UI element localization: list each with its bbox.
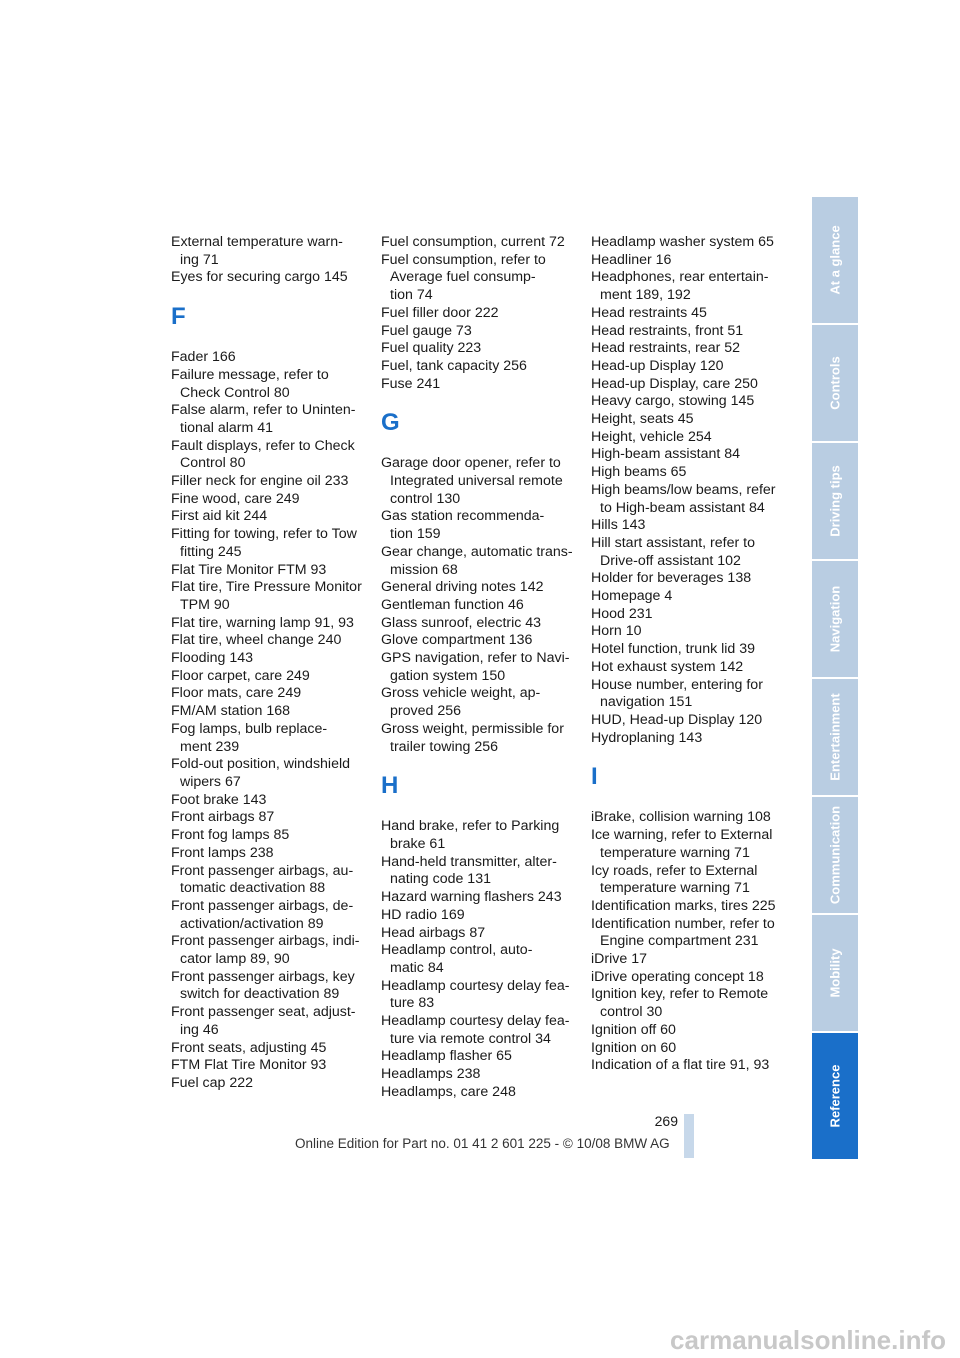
index-entry: Homepage 4 xyxy=(591,588,673,605)
index-entry: Indication of a flat tire 91, 93 xyxy=(591,1057,770,1074)
index-entry: Gas station recommenda- tion 159 xyxy=(381,508,545,543)
index-entry: iBrake, collision warning 108 xyxy=(591,809,771,826)
index-entry: Ice warning, refer to External temperature warning 71 xyxy=(591,827,773,861)
index-entry: Icy roads, refer to External temperature warning 71 xyxy=(591,862,758,897)
section-letter-f: F xyxy=(171,303,186,331)
tab-controls[interactable] xyxy=(812,325,858,441)
index-entry: Gentleman function 46 xyxy=(381,596,524,613)
tab-mobility[interactable] xyxy=(812,915,858,1031)
index-entry: Hand-held transmitter, alter- nating code 131 xyxy=(381,853,557,888)
index-entry: Front passenger airbags, key switch for deactivation 89 xyxy=(171,968,355,1003)
entry-group xyxy=(591,809,801,1075)
index-entry: HUD, Head-up Display 120 xyxy=(591,711,763,728)
section-letter-h: H xyxy=(381,772,399,800)
index-entry: Flat Tire Monitor FTM 93 xyxy=(171,561,327,578)
page-number-bar xyxy=(684,1114,694,1158)
index-entry: Fuel gauge 73 xyxy=(381,322,472,339)
index-entry: Ignition on 60 xyxy=(591,1039,677,1056)
index-entry: Front passenger airbags, de- activation/activation 89 xyxy=(171,897,354,932)
index-entry: Headliner 16 xyxy=(591,251,672,268)
index-entry: Head restraints, rear 52 xyxy=(591,340,741,357)
index-entry: Gross weight, permissible for trailer towing 256 xyxy=(381,720,564,755)
index-entry: Failure message, refer to Check Control 80 xyxy=(171,366,329,401)
index-entry: High beams 65 xyxy=(591,464,687,481)
index-entry: Filler neck for engine oil 233 xyxy=(171,473,349,490)
index-entry: Floor mats, care 249 xyxy=(171,685,302,702)
index-entry: Front fog lamps 85 xyxy=(171,827,290,844)
index-entry: Fuel cap 222 xyxy=(171,1074,254,1091)
index-entry: Flat tire, wheel change 240 xyxy=(171,632,342,649)
index-entry: Head airbags 87 xyxy=(381,924,486,941)
index-entry: Head restraints 45 xyxy=(591,304,707,321)
index-entry: Gross vehicle weight, ap- proved 256 xyxy=(381,685,541,720)
page-number: 269 xyxy=(654,1113,678,1129)
index-entry: Glass sunroof, electric 43 xyxy=(381,614,542,631)
index-entry: Headlamp control, auto- matic 84 xyxy=(381,942,533,976)
tab-driving-tips[interactable] xyxy=(812,443,858,559)
index-column-2 xyxy=(381,234,591,1102)
section-letter-g: G xyxy=(381,409,400,437)
index-entry: Fuel quality 223 xyxy=(381,340,482,357)
index-entry: Foot brake 143 xyxy=(171,791,267,808)
tab-label: Reference xyxy=(827,1064,843,1128)
index-entry: Fog lamps, bulb replace- ment 239 xyxy=(171,720,328,755)
index-entry: GPS navigation, refer to Navi- gation system 150 xyxy=(381,650,570,684)
index-entry: iDrive operating concept 18 xyxy=(591,968,764,985)
index-entry: Head restraints, front 51 xyxy=(591,322,744,339)
index-entry: Height, seats 45 xyxy=(591,411,694,428)
index-column-1 xyxy=(171,234,381,1093)
section-letter-i: I xyxy=(591,763,598,791)
index-entry: Height, vehicle 254 xyxy=(591,428,712,445)
tab-label: Communication xyxy=(827,805,843,905)
tab-communication[interactable] xyxy=(812,797,858,913)
index-entry: Hydroplaning 143 xyxy=(591,729,703,746)
index-entry: Headphones, rear entertain- ment 189, 192 xyxy=(591,269,769,304)
index-entry: Hand brake, refer to Parking brake 61 xyxy=(381,818,560,852)
index-column-3 xyxy=(591,234,801,1075)
tab-navigation[interactable] xyxy=(812,561,858,677)
index-entry: Hills 143 xyxy=(591,517,646,534)
index-entry: Eyes for securing cargo 145 xyxy=(171,269,348,286)
index-entry: Fuse 241 xyxy=(381,375,441,392)
entry-group xyxy=(381,455,591,756)
chapter-tabs xyxy=(812,197,858,1161)
tab-at-a-glance[interactable] xyxy=(812,197,858,323)
index-entry: Flat tire, warning lamp 91, 93 xyxy=(171,614,354,631)
index-entry: Headlamp courtesy delay fea- ture 83 xyxy=(381,977,570,1012)
index-entry: Headlamps 238 xyxy=(381,1066,481,1083)
tab-reference[interactable] xyxy=(812,1033,858,1159)
index-entry: Glove compartment 136 xyxy=(381,632,533,649)
index-entry: Fuel consumption, refer to Average fuel consump- tion 74 xyxy=(381,251,546,304)
index-entry: Head-up Display, care 250 xyxy=(591,375,758,392)
index-entry: Front lamps 238 xyxy=(171,844,274,861)
index-entry: Hill start assistant, refer to Drive-off assistant 102 xyxy=(591,534,755,569)
index-entry: Flooding 143 xyxy=(171,650,254,667)
index-entry: Ignition key, refer to Remote control 30 xyxy=(591,986,769,1021)
index-entry: Headlamp flasher 65 xyxy=(381,1048,512,1065)
index-entry: Garage door opener, refer to Integrated universal remote control 130 xyxy=(381,455,563,507)
tab-label: At a glance xyxy=(827,225,843,295)
entry-group xyxy=(381,818,591,1101)
index-entry: Fader 166 xyxy=(171,349,236,366)
index-entry: Horn 10 xyxy=(591,623,642,640)
tab-label: Navigation xyxy=(827,585,843,653)
index-entry: Identification number, refer to Engine compartment 231 xyxy=(591,915,775,950)
entry-group xyxy=(171,349,381,1093)
index-entry: General driving notes 142 xyxy=(381,579,544,596)
index-entry: Front seats, adjusting 45 xyxy=(171,1039,327,1056)
index-entry: Headlamps, care 248 xyxy=(381,1083,516,1100)
footer-edition-text: Online Edition for Part no. 01 41 2 601 225 - © 10/08 BMW AG xyxy=(295,1136,670,1151)
index-entry: First aid kit 244 xyxy=(171,508,268,525)
tab-label: Controls xyxy=(827,356,843,410)
index-entry: Hood 231 xyxy=(591,605,653,622)
entry-group xyxy=(381,234,591,393)
index-entry: Front airbags 87 xyxy=(171,809,275,826)
index-entry: External temperature warn- ing 71 xyxy=(171,234,343,268)
index-entry: Fold-out position, windshield wipers 67 xyxy=(171,756,351,790)
index-entry: Head-up Display 120 xyxy=(591,357,724,374)
index-entry: Holder for beverages 138 xyxy=(591,570,752,587)
index-entry: Front passenger seat, adjust- ing 46 xyxy=(171,1004,356,1038)
index-entry: Identification marks, tires 225 xyxy=(591,897,776,914)
index-entry: Ignition off 60 xyxy=(591,1021,676,1038)
index-entry: Fuel, tank capacity 256 xyxy=(381,357,527,374)
index-entry: Fitting for towing, refer to Tow fitting 245 xyxy=(171,526,357,560)
index-entry: False alarm, refer to Uninten- tional alarm 41 xyxy=(171,402,356,436)
index-entry: House number, entering for navigation 151 xyxy=(591,676,763,711)
tab-label: Driving tips xyxy=(827,465,843,537)
index-entry: Front passenger airbags, au- tomatic deactivation 88 xyxy=(171,862,354,897)
index-entry: Headlamp courtesy delay fea- ture via remote control 34 xyxy=(381,1013,570,1047)
index-entry: Fine wood, care 249 xyxy=(171,490,300,507)
index-entry: HD radio 169 xyxy=(381,906,465,923)
index-entry: Flat tire, Tire Pressure Monitor TPM 90 xyxy=(171,579,362,613)
index-entry: Hazard warning flashers 243 xyxy=(381,889,562,906)
watermark: carmanualsonline.info xyxy=(670,1325,946,1355)
index-entry: High beams/low beams, refer to High-beam assistant 84 xyxy=(591,481,776,516)
index-entry: High-beam assistant 84 xyxy=(591,446,741,463)
tab-label: Entertainment xyxy=(827,693,843,781)
index-entry: Gear change, automatic trans- mission 68 xyxy=(381,543,573,578)
entry-group xyxy=(591,234,801,747)
index-entry: iDrive 17 xyxy=(591,951,647,968)
index-entry: Heavy cargo, stowing 145 xyxy=(591,393,755,410)
index-entry: Front passenger airbags, indi- cator lamp 89, 90 xyxy=(171,933,360,968)
tab-entertainment[interactable] xyxy=(812,679,858,795)
index-entry: Fuel consumption, current 72 xyxy=(381,234,565,250)
index-entry: Headlamp washer system 65 xyxy=(591,234,774,250)
index-entry: FM/AM station 168 xyxy=(171,703,291,720)
index-entry: FTM Flat Tire Monitor 93 xyxy=(171,1057,327,1074)
index-entry: Fault displays, refer to Check Control 80 xyxy=(171,437,355,472)
index-entry: Fuel filler door 222 xyxy=(381,304,499,321)
index-entry: Floor carpet, care 249 xyxy=(171,667,310,684)
tab-label: Mobility xyxy=(827,948,843,998)
index-entry: Hot exhaust system 142 xyxy=(591,658,744,675)
index-entry: Hotel function, trunk lid 39 xyxy=(591,641,756,658)
entry-group xyxy=(171,234,381,287)
